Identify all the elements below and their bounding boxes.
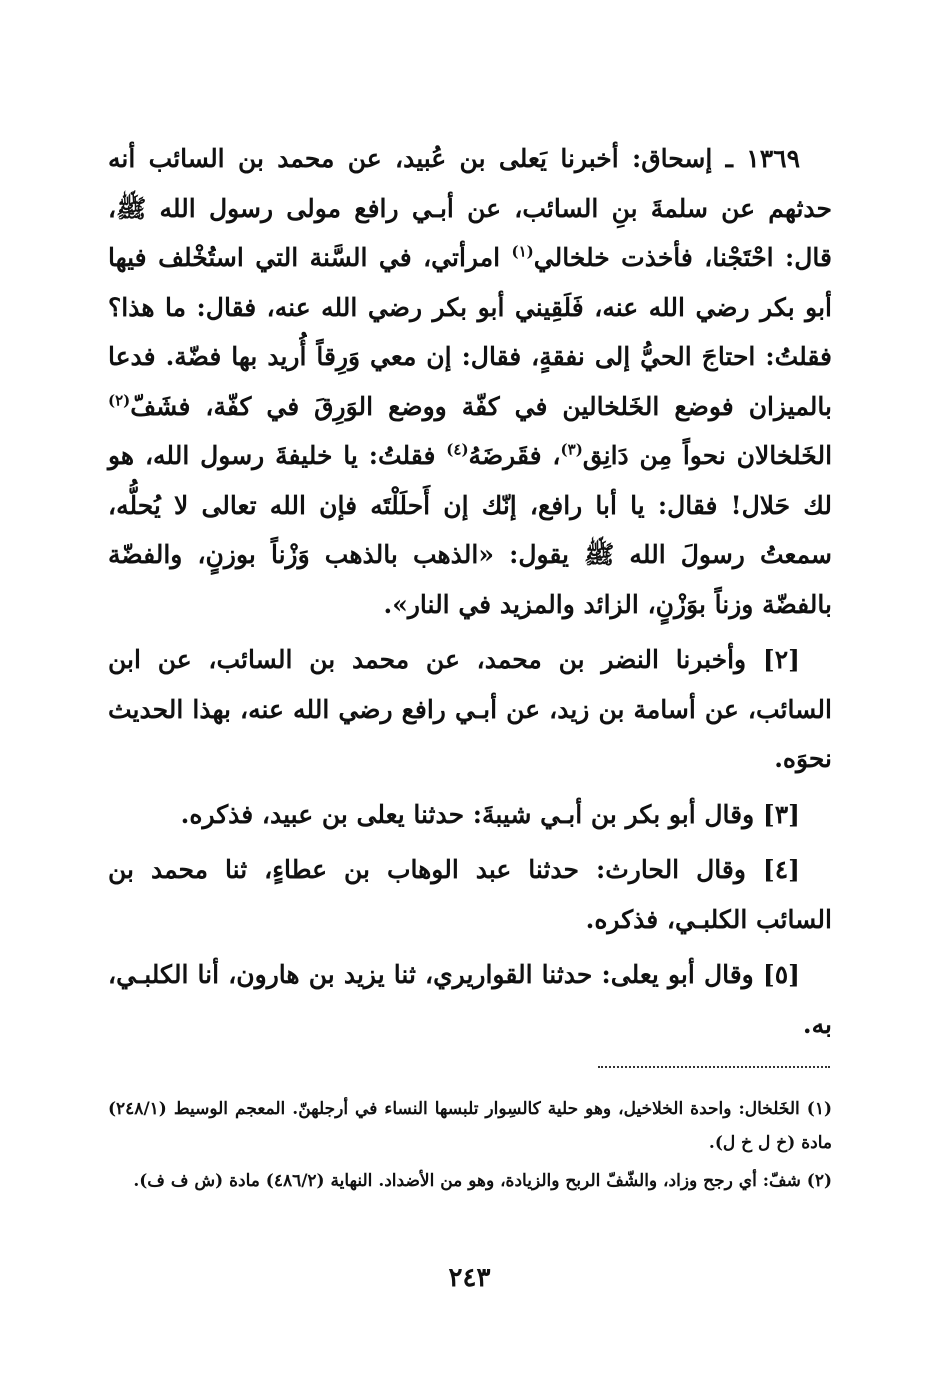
hadith-text-part: ١٣٦٩ ـ إسحاق: أخبرنا يَعلى بن عُبيد، عن محمد بن السائب أنه حدثهم عن سلمةَ بنِ السائب، عن أبـي رافع مولى رسول الله ﷺ، قال: احْتَجْنا، فأخذت خلخالي	[108, 144, 832, 272]
footnote-1: (١) الخَلخال: واحدة الخلاخيل، وهو حلية كالسِوار تلبسها النساء في أرجلهنّ. المعجم الوسيط (٢٤٨/١) مادة (خ ل خ ل).	[108, 1099, 832, 1153]
hadith-1369	[108, 134, 832, 629]
footnote-ref-1[interactable]: (١)	[511, 242, 534, 261]
hadith-text-part: ، فقَرضَهُ	[468, 441, 561, 470]
hadith-text-part: الخَلخالان نحواً مِن دَانِق	[582, 441, 833, 470]
chain-2: [٢] وأخبرنا النضر بن محمد، عن محمد بن السائب، عن ابن السائب، عن أسامة بن زيد، عن أبـي رافع رضي الله عنه، بهذا الحديث نحوَه.	[108, 645, 832, 773]
footnotes	[108, 1092, 832, 1202]
chain-3: [٣] وقال أبو بكر بن أبـي شيبةَ: حدثنا يعلى بن عبيد، فذكره.	[180, 799, 800, 829]
hadith-text-part: فقلتُ: يا خليفةَ رسول الله، هو لك حَلال! فقال: يا أبا رافع، إنّك إن أَحلَلْتَه فإن الله تعالى لا يُحلُّه، سمعتُ رسولَ الله ﷺ يقول: «الذهب بالذهب وَزْناً بوزنٍ، والفضّة بالفضّة وزناً بوَزْنٍ، الزائد والمزيد في النار».	[108, 441, 832, 619]
footnote-ref-2[interactable]: (٢)	[108, 391, 131, 410]
footnote-ref-3[interactable]: (٣)	[560, 440, 583, 459]
page-number: ٢٤٣	[448, 1263, 491, 1293]
chain-5: [٥] وقال أبو يعلى: حدثنا القواريري، ثنا يزيد بن هارون، أنا الكلبـي، به.	[108, 960, 832, 1039]
footnote-ref-4[interactable]: (٤)	[446, 440, 469, 459]
main-text	[108, 134, 832, 1055]
footnote-divider	[598, 1066, 830, 1068]
footnote-2: (٢) شفّ: أي رجح وزاد، والشّفّ الربح والزيادة، وهو من الأضداد. النهاية (٤٨٦/٢) مادة (ش ف ف).	[133, 1171, 832, 1191]
chain-4: [٤] وقال الحارث: حدثنا عبد الوهاب بن عطاءٍ، ثنا محمد بن السائب الكلبـي، فذكره.	[108, 855, 832, 934]
hadith-text-part: امرأتي، في السَّنة التي استُخْلف فيها أبو بكر رضي الله عنه، فَلَقِيني أبو بكر رضي الله عنه، فقال: ما هذا؟ فقلتُ: احتاجَ الحيُّ إلى نفقةٍ، فقال: إن معي وَرِقاً أُريد بها فضّة. فدعا بالميزان فوضع الخَلخالين في كفّة ووضع الوَرِقَ في كفّة، فشَفّ	[108, 243, 832, 421]
